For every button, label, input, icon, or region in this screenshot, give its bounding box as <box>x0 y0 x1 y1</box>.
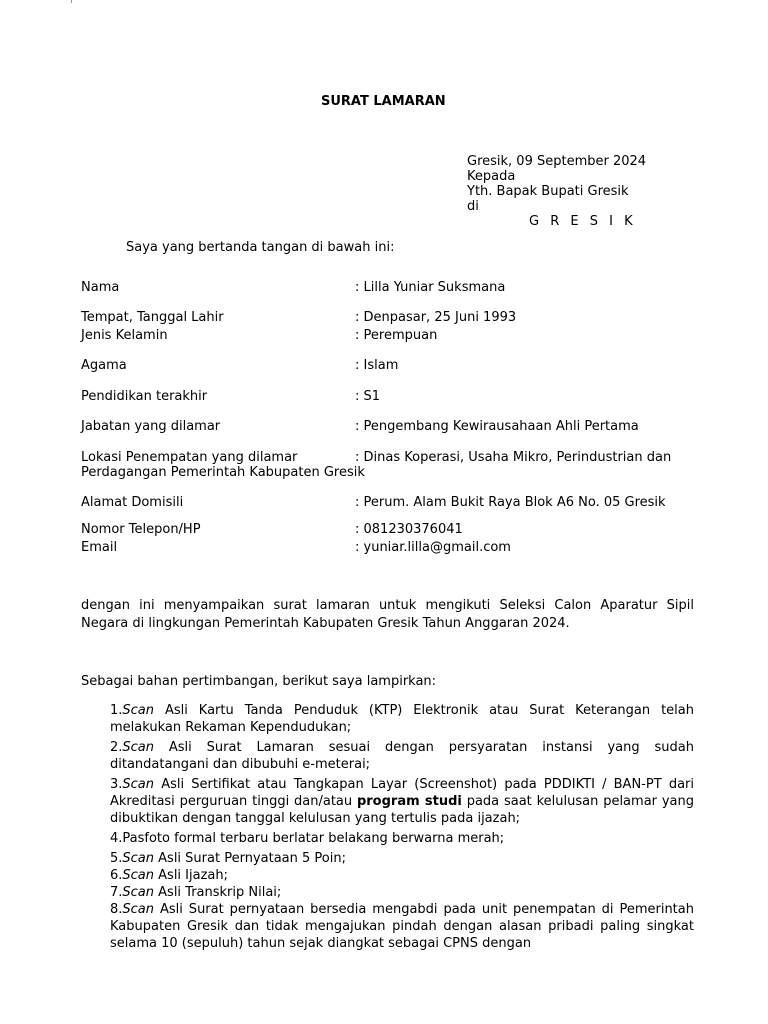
list-item: 5.Scan Asli Surat Pernyataan 5 Poin; <box>110 851 346 866</box>
field-label: Tempat, Tanggal Lahir <box>81 310 224 325</box>
field-label: Email <box>81 540 118 555</box>
addressee-recipient: Yth. Bapak Bupati Gresik <box>467 184 629 199</box>
field-value: : Perempuan <box>355 328 438 343</box>
document-title: SURAT LAMARAN <box>321 94 446 109</box>
field-value-continued: Perdagangan Pemerintah Kabupaten Gresik <box>81 465 365 480</box>
page-corner-mark <box>71 0 72 3</box>
field-value: : Dinas Koperasi, Usaha Mikro, Perindustrian dan <box>355 450 672 465</box>
intro-text: Saya yang bertanda tangan di bawah ini: <box>126 240 395 255</box>
list-item: 3.Scan Asli Sertifikat atau Tangkapan Layar (Screenshot) pada PDDIKTI / BAN-PT dari Akreditasi perguruan tinggi dan/atau program studi pada saat kelulusan pelamar yang dibuktikan dengan tanggal kelulusan yang tertulis pada ijazah; <box>110 777 694 826</box>
addressee-at: di <box>467 199 479 214</box>
field-value: : Perum. Alam Bukit Raya Blok A6 No. 05 Gresik <box>355 495 666 510</box>
field-value: : Lilla Yuniar Suksmana <box>355 280 506 295</box>
list-item: 4.Pasfoto formal terbaru berlatar belakang berwarna merah; <box>110 831 505 846</box>
field-value: : Pengembang Kewirausahaan Ahli Pertama <box>355 419 639 434</box>
list-item: 2.Scan Asli Surat Lamaran sesuai dengan persyaratan instansi yang sudah ditandatangani dan dibubuhi e-meterai; <box>110 740 694 772</box>
field-label: Alamat Domisili <box>81 495 184 510</box>
field-value: : 081230376041 <box>355 522 463 537</box>
field-label: Nama <box>81 280 120 295</box>
field-label: Agama <box>81 358 127 373</box>
list-item: 6.Scan Asli Ijazah; <box>110 868 228 883</box>
addressee-city: G R E S I K <box>529 214 637 229</box>
list-item: 8.Scan Asli Surat pernyataan bersedia mengabdi pada unit penempatan di Pemerintah Kabupaten Gresik dan tidak mengajukan pindah dengan alasan pribadi paling singkat selama 10 (sepuluh) tahun sejak diangkat sebagai CPNS dengan <box>110 902 694 951</box>
field-label: Pendidikan terakhir <box>81 389 208 404</box>
field-label: Jenis Kelamin <box>81 328 168 343</box>
field-value: : yuniar.lilla@gmail.com <box>355 540 511 555</box>
field-value: : Islam <box>355 358 399 373</box>
field-label: Lokasi Penempatan yang dilamar <box>81 450 298 465</box>
place-date: Gresik, 09 September 2024 <box>467 154 647 169</box>
list-item: 7.Scan Asli Transkrip Nilai; <box>110 885 282 900</box>
field-value: : S1 <box>355 389 381 404</box>
list-item: 1.Scan Asli Kartu Tanda Penduduk (KTP) Elektronik atau Surat Keterangan telah melakukan Rekaman Kependudukan; <box>110 703 694 735</box>
address-block <box>467 154 646 229</box>
body-paragraph: dengan ini menyampaikan surat lamaran untuk mengikuti Seleksi Calon Aparatur Sipil Negara di lingkungan Pemerintah Kabupaten Gresik Tahun Anggaran 2024. <box>81 598 694 631</box>
field-value: : Denpasar, 25 Juni 1993 <box>355 310 517 325</box>
field-label: Jabatan yang dilamar <box>81 419 221 434</box>
attachments-intro: Sebagai bahan pertimbangan, berikut saya lampirkan: <box>81 674 437 689</box>
addressee-to: Kepada <box>467 169 516 184</box>
attachments-list <box>110 702 694 952</box>
field-label: Nomor Telepon/HP <box>81 522 201 537</box>
